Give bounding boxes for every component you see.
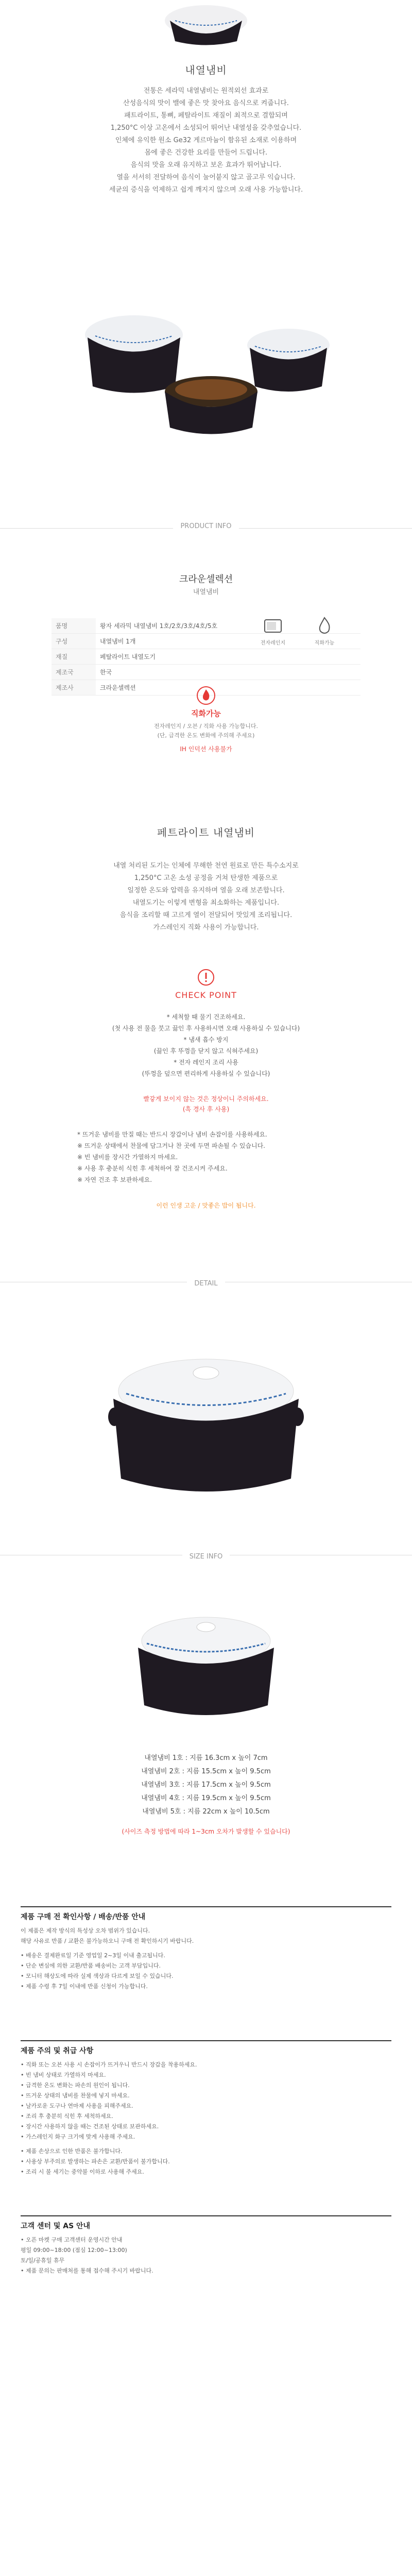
cs-line: • 제품 문의는 판매처를 통해 접수해 주시기 바랍니다. (21, 2267, 153, 2274)
usage-red-line: • 사용상 부주의로 발생하는 파손은 교환/반품이 불가합니다. (21, 2158, 170, 2165)
product-name: 내열냄비 (193, 588, 219, 596)
icon-label: 직화가능 (314, 640, 335, 646)
intro-line: 1,250°C 이상 고온에서 소성되어 뛰어난 내열성을 갖추었습니다. (110, 124, 302, 132)
fire-caution-icon (196, 685, 216, 706)
alert-icon (197, 969, 215, 986)
cs-notice (21, 2215, 391, 2276)
intro-line: 열을 서서히 전달하여 음식이 눌어붙지 않고 골고루 익습니다. (116, 174, 296, 181)
intro-line: 몸에 좋은 건강한 요리를 만들어 드립니다. (144, 149, 268, 157)
caution-line: (단, 급격한 온도 변화에 주의해 주세요) (157, 732, 255, 739)
delivery-red-line: 해당 사유로 반품 / 교환은 불가능하오니 구매 전 확인하시기 바랍니다. (21, 1938, 194, 1944)
usage-title: 제품 주의 및 취급 사항 (21, 2047, 94, 2055)
size-row: 내열냄비 4호 : 지름 19.5cm x 높이 9.5cm (141, 1794, 271, 1802)
detail-section (0, 1278, 412, 1287)
usage-notice (21, 2040, 391, 2177)
check-item: (뚜껑을 덮으면 편리하게 사용하실 수 있습니다) (142, 1070, 270, 1077)
usage-line: • 뜨거운 상태의 냄비를 찬물에 넣지 마세요. (21, 2092, 130, 2099)
delivery-line: • 모니터 해상도에 따라 실제 색상과 다르게 보일 수 있습니다. (21, 1973, 174, 1979)
product-info-section (0, 520, 412, 596)
delivery-line: • 제품 수령 후 7일 이내에 반품 신청이 가능합니다. (21, 1983, 148, 1990)
check-red-note (0, 1094, 412, 1114)
delivery-red-line: 이 제품은 제작 방식의 특성상 오차 범위가 있습니다. (21, 1927, 150, 1934)
size-row: 내열냄비 2호 : 지름 15.5cm x 높이 9.5cm (141, 1768, 271, 1775)
size-rows (0, 1752, 412, 1836)
lifestyle-image (72, 289, 340, 443)
check-point-section (0, 969, 412, 1210)
check-item: (끓인 후 뚜껑을 닫지 않고 식혀주세요) (153, 1047, 259, 1055)
icon-label: 전자레인지 (260, 640, 286, 646)
cs-lines (21, 2235, 391, 2276)
size-footnote: (사이즈 측정 방법에 따라 1~3cm 오차가 발생할 수 있습니다) (122, 1828, 290, 1835)
usage-line: • 직화 또는 오븐 사용 시 손잡이가 뜨거우니 반드시 장갑을 착용하세요. (21, 2061, 197, 2068)
intro-line: 세균의 증식을 억제하고 쉽게 깨지지 않으며 오래 사용 가능합니다. (109, 186, 303, 194)
red-note-line: (흑 경사 후 사용) (182, 1106, 230, 1113)
intro-line: 인체에 유익한 원소 Ge32 게르마늄이 함유된 소재로 이용하며 (115, 137, 297, 144)
delivery-red (21, 1926, 391, 1946)
usage-red (21, 2146, 391, 2177)
caution-block (0, 685, 412, 753)
caution-red-note: IH 인덕션 사용불가 (180, 745, 232, 753)
usage-red-line: • 조리 시 불 세기는 중약불 이하로 사용해 주세요. (21, 2168, 144, 2175)
pot-soup-icon (165, 376, 258, 434)
cs-line: 평일 09:00~18:00 (점심 12:00~13:00) (21, 2247, 127, 2253)
pot-large-icon (85, 315, 183, 393)
usage-line: • 급격한 온도 변화는 파손의 원인이 됩니다. (21, 2082, 130, 2089)
intro-line: 산성음식의 맛이 밸에 좋은 맛 찾아요 음식으로 켜줍니다. (123, 99, 289, 107)
usage-line: • 날카로운 도구나 연마제 사용을 피해주세요. (21, 2103, 133, 2109)
usage-line: • 조리 후 충분히 식힌 후 세척하세요. (21, 2113, 113, 2120)
size-row: 내열냄비 5호 : 지름 22cm x 높이 10.5cm (142, 1808, 270, 1816)
material-line: 일정한 온도와 압력을 유지하며 열을 오래 보존합니다. (127, 887, 285, 894)
usage-line: • 빈 냄비 상태로 가열하지 마세요. (21, 2072, 106, 2078)
product-info-label: PRODUCT INFO (173, 522, 238, 530)
check-bullets (0, 1129, 412, 1185)
check-item: * 냄새 흡수 방지 (183, 1036, 229, 1043)
material-line: 가스레인지 직화 사용이 가능합니다. (153, 924, 259, 931)
cs-line: • 오픈 마켓 구매 고객센터 운영시간 안내 (21, 2236, 123, 2243)
intro-line: 음식의 맛을 오래 유지하고 보온 효과가 뛰어납니다. (130, 161, 282, 169)
material-line: 1,250°C 고온 소성 공정을 거쳐 탄생한 제품으로 (134, 874, 278, 882)
caution-lines (0, 722, 412, 740)
fire-feature (304, 616, 345, 646)
red-note-line: 빨갛게 보이지 않는 것은 정상이니 주의하세요. (143, 1095, 269, 1103)
row-key: 재질 (52, 649, 96, 665)
bullet-line: * 뜨거운 냄비를 만질 때는 반드시 장갑이나 냄비 손잡이를 사용하세요. (77, 1131, 267, 1138)
microwave-feature (252, 616, 294, 646)
usage-red-line: • 제품 손상으로 인한 반품은 불가합니다. (21, 2148, 123, 2155)
material-section (0, 824, 412, 934)
brand-name: 크라운셀렉션 (179, 574, 233, 585)
size-info-section (0, 1551, 412, 1561)
size-pot-image (129, 1602, 283, 1726)
row-value: 내열냄비 1개 (96, 634, 360, 649)
intro-text (0, 85, 412, 196)
usage-line: • 장시간 사용하지 않을 때는 건조된 상태로 보관하세요. (21, 2123, 159, 2130)
delivery-line: • 배송은 결제완료일 기준 영업일 2~3일 이내 출고됩니다. (21, 1952, 165, 1959)
table-row (52, 665, 360, 680)
material-line: 음식을 조리할 때 고르게 열이 전달되어 맛있게 조리됩니다. (119, 911, 293, 919)
cs-title: 고객 센터 및 AS 안내 (21, 2222, 91, 2230)
delivery-notice (21, 1906, 391, 1992)
size-info-label: SIZE INFO (182, 1553, 230, 1561)
bullet-line: ※ 뜨거운 상태에서 찬물에 담그거나 찬 곳에 두면 파손될 수 있습니다. (77, 1142, 265, 1149)
detail-pot-image (103, 1340, 309, 1504)
intro-section (0, 0, 412, 289)
cs-line: 토/일/공휴일 휴무 (21, 2257, 65, 2264)
check-item: (첫 사용 전 물을 붓고 끓인 후 사용하시면 오래 사용하실 수 있습니다) (112, 1025, 300, 1032)
bullet-line: ※ 빈 냄비를 장시간 가열하지 마세요. (77, 1154, 178, 1161)
delivery-lines (21, 1951, 391, 1992)
flame-icon (314, 616, 335, 636)
usage-lines (21, 2060, 391, 2142)
row-value: 페탈라이트 내열도기 (96, 649, 360, 665)
size-row: 내열냄비 3호 : 지름 17.5cm x 높이 9.5cm (141, 1781, 271, 1789)
orange-note: 이런 인생 고운 / 맛좋은 밥이 됩니다. (156, 1202, 256, 1209)
intro-title: 내열냄비 (185, 64, 227, 76)
row-key: 품명 (52, 618, 96, 634)
hero-pot-image (154, 0, 258, 46)
check-item: * 전자 레인지 조리 사용 (174, 1059, 238, 1066)
bullet-line: ※ 사용 후 충분히 식힌 후 세척하여 잘 건조시켜 주세요. (77, 1165, 228, 1172)
row-key: 구성 (52, 634, 96, 649)
material-line: 내열 처리된 도기는 인체에 무해한 천연 원료로 만든 특수소지로 (113, 862, 299, 870)
material-line: 내열도기는 이렇게 변형을 최소화하는 제품입니다. (132, 899, 280, 907)
intro-line: 패트라이트, 통뼈, 페탈라이트 재질이 최적으로 결합되며 (124, 112, 288, 120)
usage-line: • 가스레인지 화구 크기에 맞게 사용해 주세요. (21, 2133, 135, 2140)
check-point-title: CHECK POINT (175, 990, 237, 1000)
row-value: 한국 (96, 665, 360, 680)
pot-small-icon (247, 329, 330, 392)
delivery-line: • 단순 변심에 의한 교환/반품 배송비는 고객 부담입니다. (21, 1962, 161, 1969)
row-key: 제조국 (52, 665, 96, 680)
feature-icons (247, 616, 360, 662)
material-title: 페트라이트 내열냄비 (157, 826, 255, 839)
check-point-items (0, 1011, 412, 1079)
caution-line: 전자레인지 / 오븐 / 직화 사용 가능합니다. (154, 723, 258, 730)
microwave-icon (263, 616, 283, 636)
row-value: 크라운셀렉션 (96, 680, 360, 696)
caution-title: 직화가능 (191, 709, 221, 718)
bullet-line: ※ 자연 건조 후 보관하세요. (77, 1176, 152, 1183)
material-text (0, 860, 412, 934)
detail-label: DETAIL (187, 1280, 225, 1287)
size-row: 내열냄비 1호 : 지름 16.3cm x 높이 7cm (144, 1754, 268, 1762)
delivery-title: 제품 구매 전 확인사항 / 배송/반품 안내 (21, 1913, 146, 1921)
intro-line: 전통은 세라믹 내열냄비는 원적외선 효과로 (143, 87, 269, 95)
row-value: 왕자 세라믹 내열냄비 1호/2호/3호/4호/5호 (96, 618, 360, 634)
check-item: * 세척할 때 물기 건조하세요. (166, 1013, 246, 1021)
row-key: 제조사 (52, 680, 96, 696)
